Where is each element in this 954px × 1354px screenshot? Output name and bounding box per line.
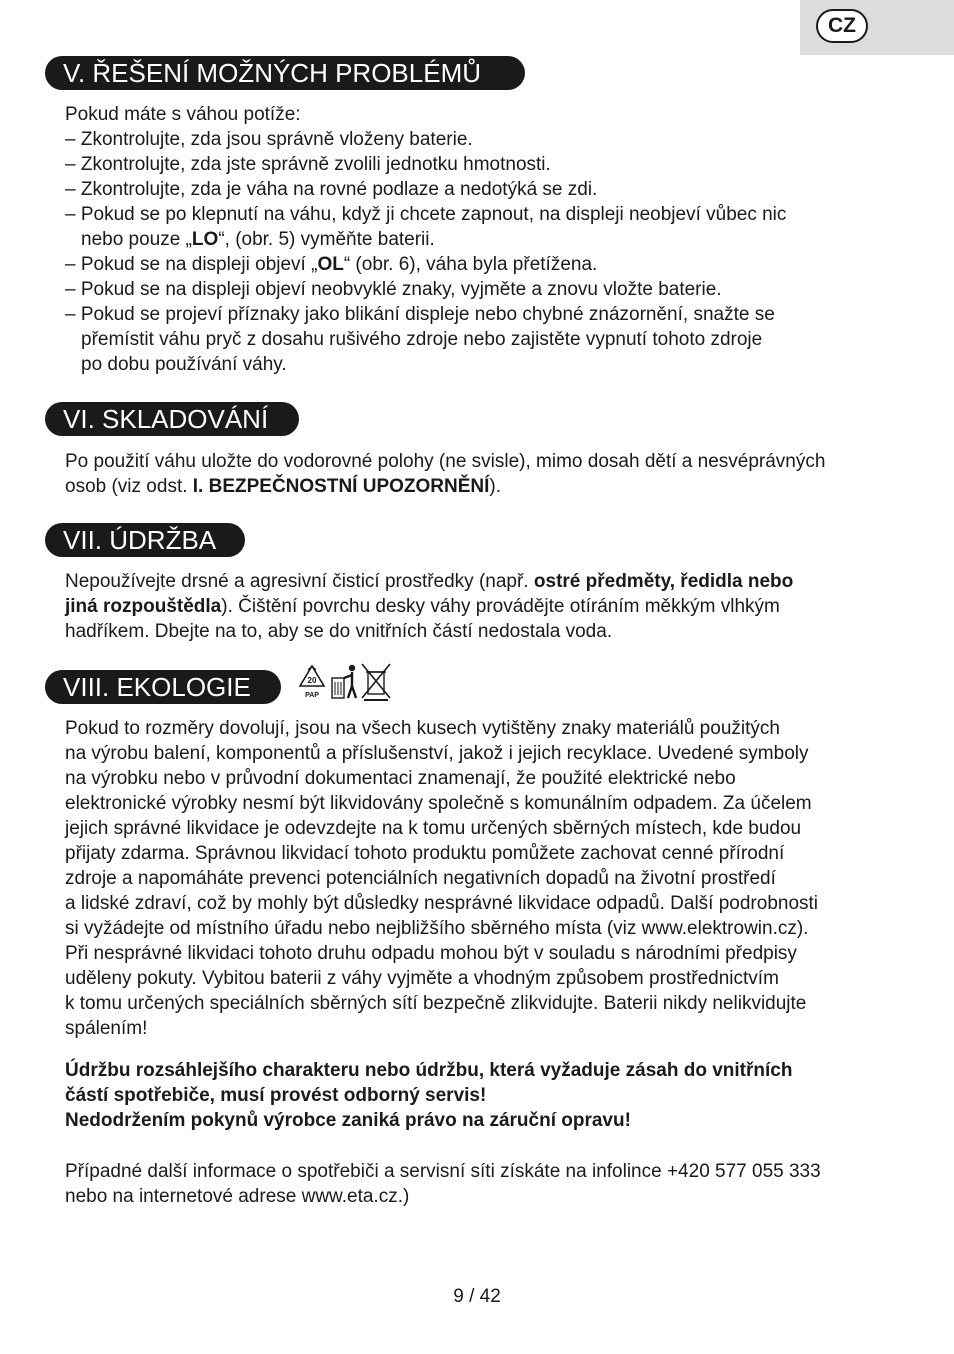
section-viii-line-4: elektronické výrobky nesmí být likvidovány společně s komunálním odpadem. Za účelem [65,793,812,814]
section-v-item-6: – Pokud se na displeji objeví neobvyklé znaky, vyjměte a znovu vložte baterie. [65,279,722,300]
language-badge: CZ [816,9,868,43]
section-viii-line-12: k tomu určených speciálních sběrných sítí bezpečně zlikvidujte. Baterii nikdy nelikvidujte [65,993,807,1014]
contact-info-line-1: Případné další informace o spotřebiči a servisní síti získáte na infolince +420 577 055 333 [65,1161,821,1182]
section-vii-line-2: jiná rozpouštědla). Čištění povrchu desky váhy provádějte otíráním měkkým vlhkým [65,596,780,617]
section-vi-line-2: osob (viz odst. I. BEZPEČNOSTNÍ UPOZORNĚNÍ). [65,476,502,497]
service-warning-line-2: částí spotřebiče, musí provést odborný servis! [65,1085,487,1106]
section-vii-line-3: hadříkem. Dbejte na to, aby se do vnitřních částí nedostala voda. [65,621,613,642]
section-viii-line-13: spálením! [65,1018,148,1039]
section-v-item-7a: – Pokud se projeví příznaky jako blikání displeje nebo chybné znázornění, snažte se [65,304,775,325]
tidy-man-icon [332,665,356,698]
service-warning [65,1058,792,1133]
section-viii-line-6: přijaty zdarma. Správnou likvidací tohoto produktu pomůžete zachovat cenné přírodní [65,843,785,864]
ecology-icons-svg [298,662,394,702]
section-viii-line-2: na výrobu balení, komponentů a příslušenství, jakož i jejich recyklace. Uvedené symboly [65,743,809,764]
section-v-item-7b: přemístit váhu pryč z dosahu rušivého zdroje nebo zajistěte vypnutí tohoto zdroje [81,329,763,350]
section-v-item-4b: nebo pouze „LO“, (obr. 5) vyměňte baterii. [81,229,435,250]
section-vi-line-1: Po použití váhu uložte do vodorovné polohy (ne svisle), mimo dosah dětí a nesvéprávných [65,451,826,472]
warranty-warning: Nedodržením pokynů výrobce zaniká právo na záruční opravu! [65,1110,631,1131]
crossed-bin-icon [362,664,390,700]
section-viii-line-10: Při nesprávné likvidaci tohoto druhu odpadu mohou být v souladu s národními předpisy [65,943,797,964]
section-viii-line-3: na výrobku nebo v průvodní dokumentaci znamenají, že použité elektrické nebo [65,768,736,789]
service-warning-line-1: Údržbu rozsáhlejšího charakteru nebo údržbu, která vyžaduje zásah do vnitřních [65,1060,793,1081]
section-viii-line-8: a lidské zdraví, což by mohly být důsledky nesprávné likvidace odpadů. Další podrobnosti [65,893,819,914]
section-v-item-2: – Zkontrolujte, zda jste správně zvolili jednotku hmotnosti. [65,154,551,175]
section-viii-line-7: zdroje a napomáháte prevenci potenciálních negativních dopadů na životní prostředí [65,868,776,889]
section-v-item-4a: – Pokud se po klepnutí na váhu, když ji chcete zapnout, na displeji neobjeví vůbec nic [65,204,787,225]
section-v-item-3: – Zkontrolujte, zda je váha na rovné podlaze a nedotýká se zdi. [65,179,598,200]
section-vii-title: VII. ÚDRŽBA [45,523,245,557]
page-number: 9 / 42 [453,1286,501,1307]
section-viii-line-11: uděleny pokuty. Vybitou baterii z váhy vyjměte a vhodným způsobem prostřednictvím [65,968,779,989]
recycle-pap-icon [300,666,324,699]
section-vi-title: VI. SKLADOVÁNÍ [45,402,299,436]
section-viii-line-1: Pokud to rozměry dovolují, jsou na všech kusech vytištěny znaky materiálů použitých [65,718,780,739]
section-v-item-1: – Zkontrolujte, zda jsou správně vloženy baterie. [65,129,473,150]
section-viii-line-5: jejich správné likvidace je odevzdejte na k tomu určených sběrných místech, kde budou [65,818,802,839]
section-v-intro: Pokud máte s váhou potíže: [65,104,301,125]
section-vii-line-1: Nepoužívejte drsné a agresivní čisticí prostředky (např. ostré předměty, ředidla nebo [65,571,794,592]
section-v-item-7c: po dobu používání váhy. [81,354,287,375]
section-v-title: V. ŘEŠENÍ MOŽNÝCH PROBLÉMŮ [45,56,525,90]
section-vii-body [65,569,793,644]
recycle-label: PAP [305,692,319,699]
section-viii-line-9: si vyžádejte od místního úřadu nebo nejbližšího sběrného místa (viz www.elektrowin.cz). [65,918,809,939]
section-viii-title: VIII. EKOLOGIE [45,670,281,704]
section-vi-body [65,449,825,499]
section-v-item-5: – Pokud se na displeji objeví „OL“ (obr. 6), váha byla přetížena. [65,254,598,275]
ecology-symbols [298,662,394,702]
section-viii-body [65,716,818,1041]
contact-info [65,1159,821,1209]
section-v-body [65,102,786,377]
contact-info-line-2: nebo na internetové adrese www.eta.cz.) [65,1186,410,1207]
language-tab [800,0,954,55]
recycle-code: 20 [307,676,317,685]
